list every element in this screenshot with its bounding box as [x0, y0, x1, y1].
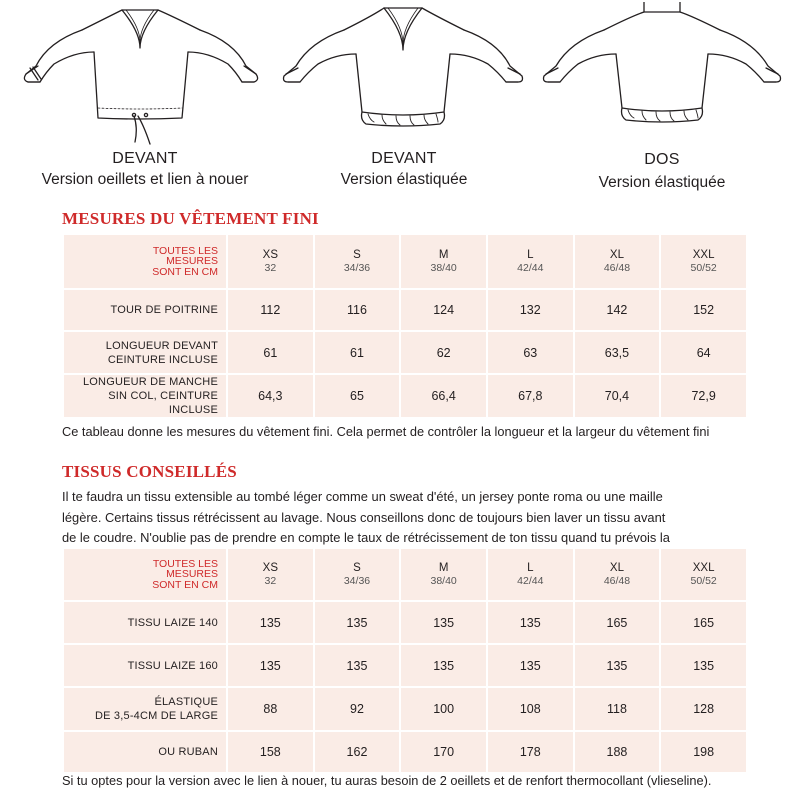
fabrics-corner-label: TOUTES LES MESURES SONT EN CM [63, 548, 227, 601]
table-cell: 188 [574, 731, 661, 773]
size-header: XS 32 [227, 234, 314, 289]
size-header: L 42/44 [487, 548, 574, 601]
size-header: M 38/40 [400, 548, 487, 601]
table-cell: 132 [487, 289, 574, 331]
table-row [63, 289, 747, 331]
table-cell: 135 [574, 644, 661, 687]
table-cell: 61 [227, 331, 314, 374]
table-cell: 198 [660, 731, 747, 773]
illustration-2-title: DEVANT [371, 150, 437, 167]
table-cell: 135 [227, 601, 314, 644]
measures-header-row [63, 234, 747, 289]
illustration-1-title: DEVANT [112, 150, 178, 167]
table-row [63, 644, 747, 687]
table-cell: 165 [574, 601, 661, 644]
row-label: LONGUEUR DEVANT CEINTURE INCLUSE [63, 331, 227, 374]
table-cell: 124 [400, 289, 487, 331]
table-cell: 112 [227, 289, 314, 331]
fabrics-paragraph: Il te faudra un tissu extensible au tombé léger comme un sweat d'été, un jersey ponte roma ou une maille légère. Certains tissus rétrécissent au lavage. Nous conseillons donc de toujours bien laver un tissu avant de le coudre. N'oublie pas de prendre en compte le taux de rétrécissement de ton tissu quand tu prévois la [62, 489, 670, 545]
table-cell: 61 [314, 331, 401, 374]
size-header: XXL 50/52 [660, 234, 747, 289]
table-cell: 100 [400, 687, 487, 731]
table-cell: 158 [227, 731, 314, 773]
illustration-2-subtitle: Version élastiquée [340, 171, 468, 188]
size-header: XL 46/48 [574, 234, 661, 289]
row-label: TOUR DE POITRINE [63, 289, 227, 331]
table-cell: 67,8 [487, 374, 574, 418]
measures-heading: MESURES DU VÊTEMENT FINI [62, 209, 319, 228]
size-header: XS 32 [227, 548, 314, 601]
table-cell: 135 [487, 644, 574, 687]
table-cell: 135 [227, 644, 314, 687]
table-cell: 142 [574, 289, 661, 331]
table-cell: 72,9 [660, 374, 747, 418]
table-row [63, 731, 747, 773]
table-cell: 135 [400, 644, 487, 687]
table-cell: 162 [314, 731, 401, 773]
measures-note: Ce tableau donne les mesures du vêtement fini. Cela permet de contrôler la longueur et la largeur du vêtement fini [62, 424, 710, 439]
table-cell: 64 [660, 331, 747, 374]
size-header: XXL 50/52 [660, 548, 747, 601]
fabrics-note: Si tu optes pour la version avec le lien à nouer, tu auras besoin de 2 oeillets et de renfort thermocollant (vlieseline). [62, 773, 712, 788]
table-cell: 116 [314, 289, 401, 331]
row-label: OU RUBAN [63, 731, 227, 773]
table-cell: 62 [400, 331, 487, 374]
fabrics-heading: TISSUS CONSEILLÉS [62, 462, 237, 481]
table-cell: 135 [400, 601, 487, 644]
sweater-front-tie-illustration [10, 2, 270, 152]
size-header: S 34/36 [314, 234, 401, 289]
table-row [63, 331, 747, 374]
table-cell: 170 [400, 731, 487, 773]
row-label: ÉLASTIQUE DE 3,5-4CM DE LARGE [63, 687, 227, 731]
size-header: M 38/40 [400, 234, 487, 289]
table-cell: 152 [660, 289, 747, 331]
table-cell: 178 [487, 731, 574, 773]
fabrics-table [62, 547, 748, 774]
table-row [63, 374, 747, 418]
row-label: TISSU LAIZE 160 [63, 644, 227, 687]
table-cell: 135 [487, 601, 574, 644]
measures-corner-label: TOUTES LES MESURES SONT EN CM [63, 234, 227, 289]
fabrics-header-row [63, 548, 747, 601]
table-cell: 65 [314, 374, 401, 418]
sweater-front-elastic-illustration [272, 2, 534, 152]
table-cell: 135 [314, 601, 401, 644]
table-cell: 88 [227, 687, 314, 731]
illustration-1-subtitle: Version oeillets et lien à nouer [41, 171, 249, 188]
illustration-3-subtitle: Version élastiquée [598, 174, 726, 191]
table-cell: 70,4 [574, 374, 661, 418]
row-label: LONGUEUR DE MANCHE SIN COL, CEINTURE INCLUSE [63, 374, 227, 418]
table-cell: 92 [314, 687, 401, 731]
table-cell: 135 [660, 644, 747, 687]
size-header: XL 46/48 [574, 548, 661, 601]
measures-table [62, 233, 748, 419]
size-header: S 34/36 [314, 548, 401, 601]
table-cell: 63 [487, 331, 574, 374]
table-cell: 165 [660, 601, 747, 644]
table-cell: 135 [314, 644, 401, 687]
table-cell: 64,3 [227, 374, 314, 418]
table-cell: 66,4 [400, 374, 487, 418]
table-cell: 63,5 [574, 331, 661, 374]
table-row [63, 687, 747, 731]
table-row [63, 601, 747, 644]
illustration-3-title: DOS [644, 151, 680, 168]
table-cell: 118 [574, 687, 661, 731]
table-cell: 108 [487, 687, 574, 731]
table-cell: 128 [660, 687, 747, 731]
row-label: TISSU LAIZE 140 [63, 601, 227, 644]
sweater-back-elastic-illustration [536, 2, 788, 152]
size-header: L 42/44 [487, 234, 574, 289]
